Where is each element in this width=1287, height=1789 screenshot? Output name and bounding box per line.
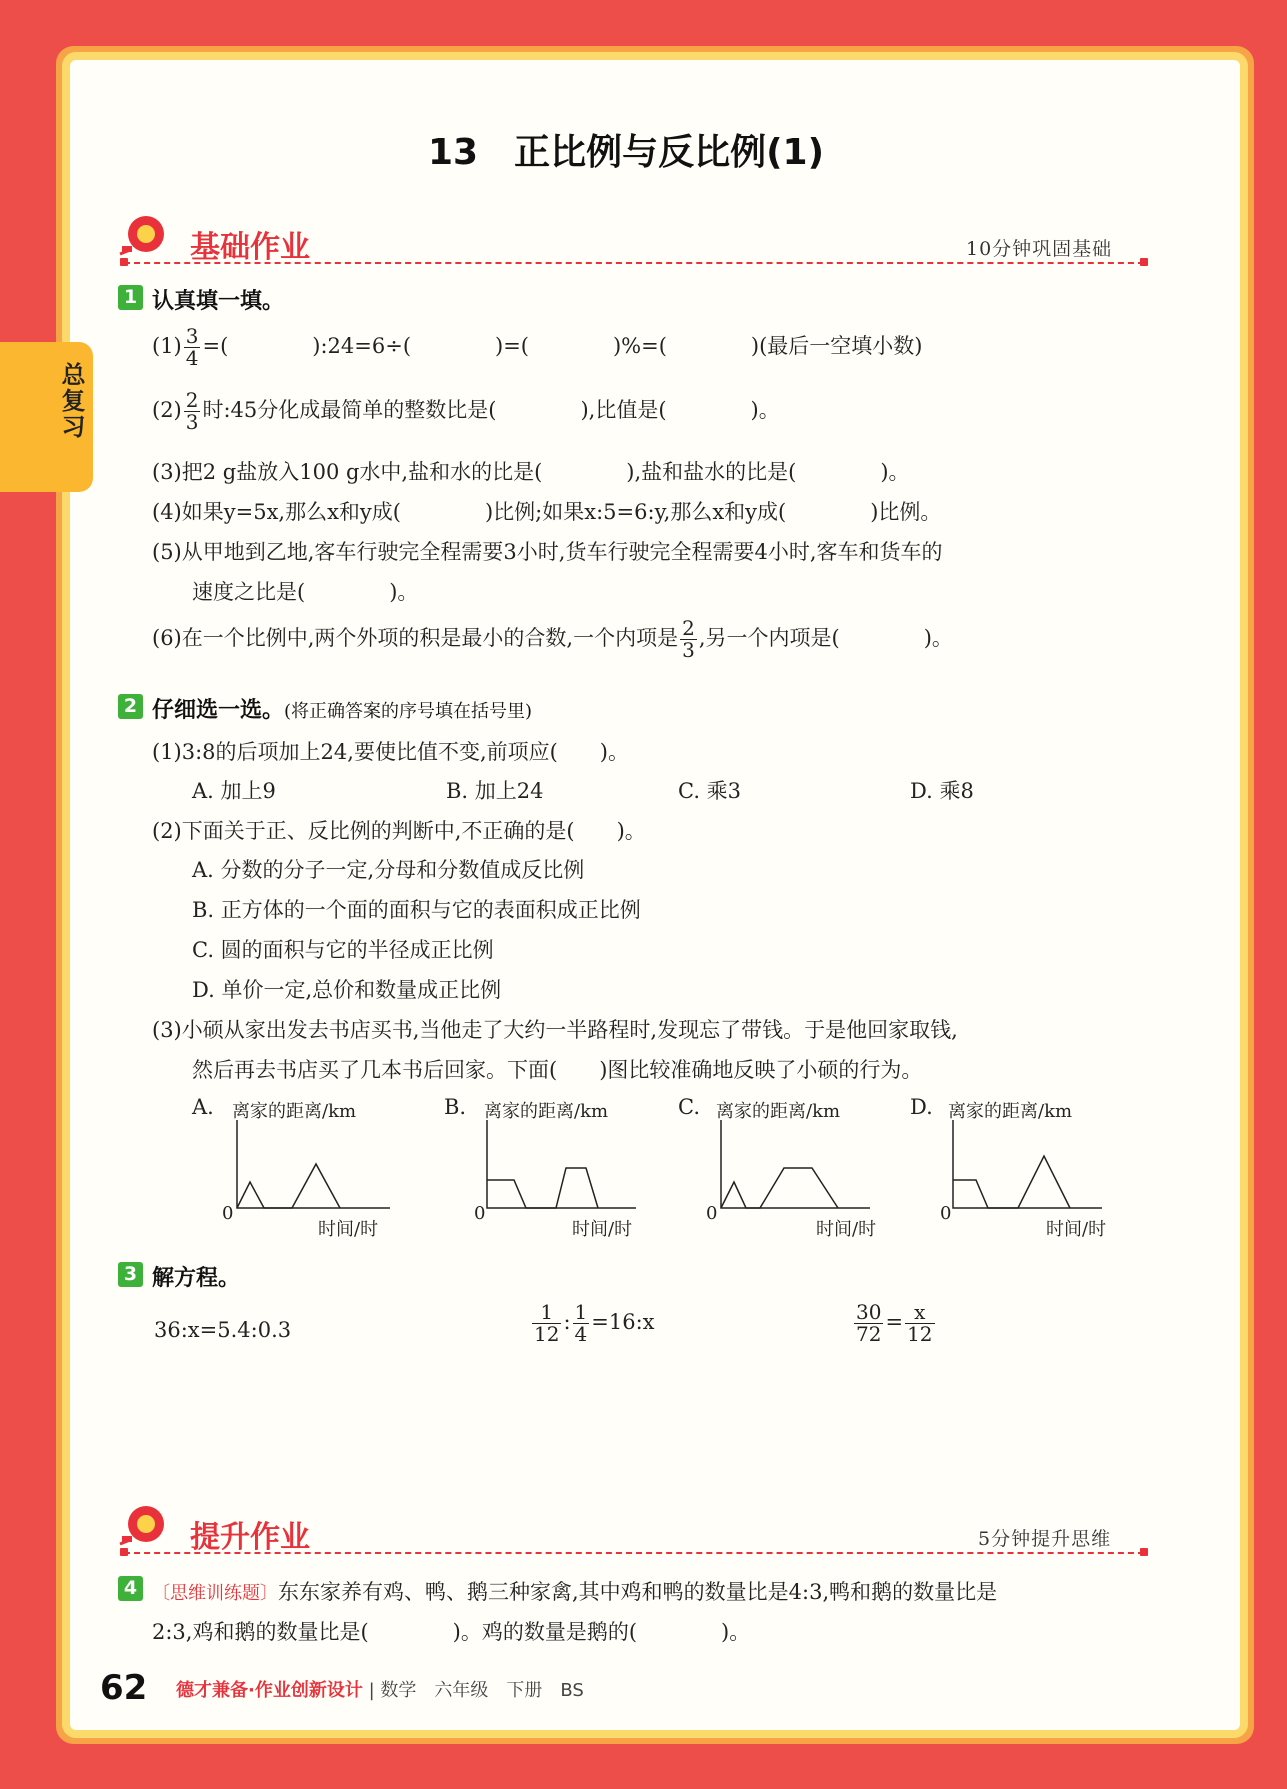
q4-text: 东东家养有鸡、鸭、鹅三种家禽,其中鸡和鸭的数量比是4:3,鸭和鹅的数量比是 bbox=[278, 1580, 998, 1604]
equation-2 bbox=[530, 1302, 655, 1345]
option-c: C. 圆的面积与它的半径成正比例 bbox=[192, 938, 494, 962]
item-text: 时:45分化成最简单的整数比是( ),比值是( )。 bbox=[202, 398, 780, 422]
option-d: D. 单价一定,总价和数量成正比例 bbox=[192, 978, 502, 1002]
equation-1: 36:x=5.4:0.3 bbox=[154, 1318, 292, 1342]
page-number: 62 bbox=[100, 1668, 148, 1708]
graph-d-letter: D. bbox=[910, 1095, 933, 1119]
lightbulb-icon bbox=[116, 1500, 168, 1552]
footer-text bbox=[176, 1676, 584, 1702]
item-text: (6)在一个比例中,两个外项的积是最小的合数,一个内项是 bbox=[152, 626, 679, 650]
divider-end bbox=[120, 1548, 128, 1556]
section-heading-advanced: 提升作业 bbox=[190, 1520, 310, 1555]
graph-d bbox=[952, 1120, 1102, 1210]
numerator: 3 bbox=[185, 324, 199, 348]
question-number: 1 bbox=[118, 285, 143, 310]
fraction bbox=[184, 390, 201, 433]
item-prefix: (1) bbox=[152, 334, 182, 358]
question-number: 3 bbox=[118, 1262, 143, 1287]
option-a: A. 分数的分子一定,分母和分数值成反比例 bbox=[192, 858, 585, 882]
section-heading-basic: 基础作业 bbox=[190, 230, 310, 265]
option-a: A. 加上9 bbox=[192, 779, 276, 803]
denominator: 3 bbox=[185, 410, 199, 434]
q2-item-2: (2)下面关于正、反比例的判断中,不正确的是( )。 bbox=[152, 819, 646, 843]
graph-c-xlabel: 时间/时 bbox=[816, 1219, 877, 1240]
item-text: ,另一个内项是( )。 bbox=[698, 626, 953, 650]
question-heading bbox=[152, 693, 532, 724]
numerator: 30 bbox=[856, 1300, 882, 1324]
graph-a-xlabel: 时间/时 bbox=[318, 1219, 379, 1240]
denominator: 3 bbox=[682, 638, 695, 662]
page-title: 13 正比例与反比例(1) bbox=[428, 132, 825, 173]
graph-a-origin: 0 bbox=[222, 1203, 234, 1224]
section-divider bbox=[124, 1552, 1144, 1554]
denominator: 4 bbox=[574, 1322, 588, 1346]
denominator: 72 bbox=[856, 1322, 882, 1346]
q1-item-5-cont: 速度之比是( )。 bbox=[192, 580, 419, 604]
numerator: 2 bbox=[682, 616, 695, 640]
q1-item-2 bbox=[152, 390, 780, 433]
section-subtitle-basic: 10分钟巩固基础 bbox=[966, 238, 1113, 260]
graph-b-ylabel: 离家的距离/km bbox=[484, 1101, 609, 1122]
denominator: 12 bbox=[907, 1322, 933, 1346]
fraction bbox=[184, 326, 201, 369]
equation-3 bbox=[852, 1302, 937, 1345]
question-heading: 认真填一填。 bbox=[152, 289, 285, 314]
q2-item-3-cont: 然后再去书店买了几本书后回家。下面( )图比较准确地反映了小硕的行为。 bbox=[192, 1058, 923, 1082]
equation-rest: =16:x bbox=[591, 1310, 655, 1334]
numerator: 1 bbox=[532, 1302, 561, 1324]
graph-b-letter: B. bbox=[444, 1095, 467, 1119]
question-number: 4 bbox=[118, 1576, 143, 1601]
q1-item-6 bbox=[152, 618, 953, 661]
item-prefix: (2) bbox=[152, 398, 182, 422]
denominator: 4 bbox=[185, 346, 199, 370]
section-divider bbox=[124, 262, 1144, 264]
q4-line-2: 2:3,鸡和鹅的数量比是( )。鸡的数量是鹅的( )。 bbox=[152, 1620, 751, 1644]
numerator: x bbox=[905, 1302, 934, 1324]
option-c: C. 乘3 bbox=[678, 779, 742, 803]
graph-c-letter: C. bbox=[678, 1095, 700, 1119]
colon: : bbox=[563, 1310, 571, 1334]
heading-text: 仔细选一选。 bbox=[152, 698, 285, 723]
graph-d-ylabel: 离家的距离/km bbox=[948, 1101, 1073, 1122]
q1-item-5: (5)从甲地到乙地,客车行驶完全程需要3小时,货车行驶完全程需要4小时,客车和货车的 bbox=[152, 540, 943, 564]
q2-item-1: (1)3:8的后项加上24,要使比值不变,前项应( )。 bbox=[152, 740, 629, 764]
graph-b-xlabel: 时间/时 bbox=[572, 1219, 633, 1240]
footer-brand: 德才兼备·作业创新设计 bbox=[176, 1680, 363, 1701]
fraction bbox=[680, 618, 697, 661]
graph-b-origin: 0 bbox=[474, 1203, 486, 1224]
side-tab bbox=[0, 342, 93, 492]
graph-d-origin: 0 bbox=[940, 1203, 952, 1224]
question-heading: 解方程。 bbox=[152, 1266, 241, 1291]
fraction bbox=[573, 1302, 590, 1345]
graph-d-xlabel: 时间/时 bbox=[1046, 1219, 1107, 1240]
option-b: B. 正方体的一个面的面积与它的表面积成正比例 bbox=[192, 898, 641, 922]
graph-c-ylabel: 离家的距离/km bbox=[716, 1101, 841, 1122]
equals: = bbox=[885, 1310, 904, 1334]
graph-c bbox=[720, 1120, 870, 1210]
fraction bbox=[854, 1302, 883, 1345]
graph-a-letter: A. bbox=[192, 1095, 214, 1119]
q1-item-1 bbox=[152, 326, 923, 369]
problem-tag: 〔思维训练题〕 bbox=[152, 1583, 278, 1604]
item-text: =( ):24=6÷( )=( )%=( )(最后一空填小数) bbox=[202, 334, 923, 358]
option-d: D. 乘8 bbox=[910, 779, 974, 803]
heading-note: (将正确答案的序号填在括号里) bbox=[284, 701, 533, 722]
option-b: B. 加上24 bbox=[446, 779, 544, 803]
numerator: 2 bbox=[185, 388, 199, 412]
q4-line-1 bbox=[152, 1576, 997, 1606]
fraction bbox=[905, 1302, 934, 1345]
question-number: 2 bbox=[118, 694, 143, 719]
lightbulb-icon bbox=[116, 210, 168, 262]
graph-a-ylabel: 离家的距离/km bbox=[232, 1101, 357, 1122]
q2-item-3: (3)小硕从家出发去书店买书,当他走了大约一半路程时,发现忘了带钱。于是他回家取钱, bbox=[152, 1018, 958, 1042]
numerator: 1 bbox=[574, 1300, 588, 1324]
divider-end bbox=[120, 258, 128, 266]
divider-end bbox=[1140, 258, 1148, 266]
q1-item-3: (3)把2 g盐放入100 g水中,盐和水的比是( ),盐和盐水的比是( )。 bbox=[152, 460, 910, 484]
denominator: 12 bbox=[534, 1322, 560, 1346]
fraction bbox=[532, 1302, 561, 1345]
section-subtitle-advanced: 5分钟提升思维 bbox=[978, 1528, 1112, 1550]
graph-c-origin: 0 bbox=[706, 1203, 718, 1224]
graph-a bbox=[236, 1120, 390, 1210]
graph-b bbox=[486, 1120, 636, 1210]
divider-end bbox=[1140, 1548, 1148, 1556]
side-tab-label: 总复习 bbox=[57, 362, 85, 440]
footer-info: | 数学 六年级 下册 BS bbox=[368, 1680, 584, 1701]
q1-item-4: (4)如果y=5x,那么x和y成( )比例;如果x:5=6:y,那么x和y成( )比例。 bbox=[152, 500, 942, 524]
